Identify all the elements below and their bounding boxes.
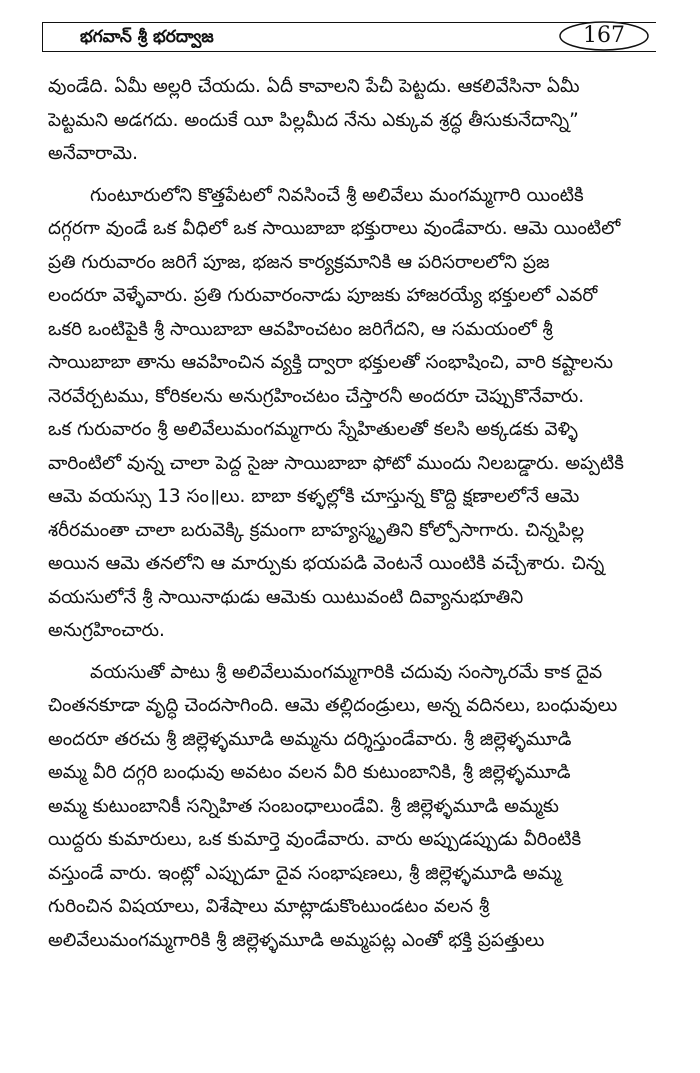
text-line: అందరూ తరచు శ్రీ జిల్లెళ్ళమూడి అమ్మను దర్శిస్తుండేవారు. శ్రీ జిల్లెళ్ళమూడి: [48, 728, 572, 750]
text-line: దగ్గరగా వుండే ఒక వీధిలో ఒక సాయిబాబా భక్తురాలు వుండేవారు. ఆమె యింటిలో: [48, 218, 621, 239]
page-body: [48, 70, 658, 957]
text-line: అమ్మ వీరి దగ్గరి బంధువు అవటం వలన వీరి కుటుంబానికి, శ్రీ జిల్లెళ్ళమూడి: [48, 762, 571, 783]
header-left-rule: [42, 22, 43, 52]
text-line: అనేవారామె.: [48, 143, 138, 164]
text-line: శరీరమంతా చాలా బరువెక్కి క్రమంగా బాహ్యస్మృతిని కోల్పోసాగారు. చిన్నపిల్ల: [48, 519, 585, 541]
text-line: వుండేది. ఏమీ అల్లరి చేయదు. ఏదీ కావాలని పేచీ పెట్టదు. ఆకలివేసినా ఏమీ: [48, 76, 580, 97]
page-number: 167: [583, 23, 625, 48]
text-line: వస్తుండే వారు. ఇంట్లో ఎప్పుడూ దైవ సంభాషణలు, శ్రీ జిల్లెళ్ళమూడి అమ్మ: [48, 862, 562, 884]
text-line: ఒకరి ఒంటిపైకి శ్రీ సాయిబాబా ఆవహించటం జరిగేదని, ఆ సమయంలో శ్రీ: [48, 318, 553, 340]
text-line: వయసుతో పాటు శ్రీ అలివేలుమంగమ్మగారికి చదువు సంస్కారమే కాక దైవ: [90, 661, 603, 683]
text-line: అనుగ్రహించారు.: [48, 620, 165, 641]
text-line: లందరూ వెళ్ళేవారు. ప్రతి గురువారంనాడు పూజకు హాజరయ్యే భక్తులలో ఎవరో: [48, 285, 598, 306]
text-line: పెట్టమని అడగదు. అందుకే యీ పిల్లమీద నేను ఎక్కువ శ్రద్ధ తీసుకునేదాన్ని”: [48, 109, 579, 131]
text-line: ఒక గురువారం శ్రీ అలివేలుమంగమ్మగారు స్నేహితులతో కలసి అక్కడకు వెళ్ళి: [48, 419, 578, 440]
text-line: గుంటూరులోని కొత్తపేటలో నివసించే శ్రీ అలివేలు మంగమ్మగారి యింటికి: [90, 184, 584, 206]
text-line: ఆమె వయస్సు 13 సం॥లు. బాబా కళ్ళల్లోకి చూస్తున్న కొద్ది క్షణాలలోనే ఆమె: [48, 486, 580, 507]
text-line: అలివేలుమంగమ్మగారికి శ్రీ జిల్లెళ్ళమూడి అమ్మపట్ల ఎంతో భక్తి ప్రపత్తులు: [48, 929, 545, 951]
text-line: యిద్దరు కుమారులు, ఒక కుమార్తె వుండేవారు. వారు అప్పుడప్పుడు వీరింటికి: [48, 829, 582, 850]
text-line: సాయిబాబా తాను ఆవహించిన వ్యక్తి ద్వారా భక్తులతో సంభాషించి, వారి కష్టాలను: [48, 352, 614, 373]
paragraph-devotion: [48, 656, 658, 958]
running-header: [42, 22, 656, 52]
text-line: వయసులోనే శ్రీ సాయినాథుడు ఆమెకు యిటువంటి దివ్యానుభూతిని: [48, 586, 524, 608]
paragraph-continuation: [48, 70, 658, 171]
text-line: వారింటిలో వున్న చాలా పెద్ద సైజు సాయిబాబా ఫోటో ముందు నిలబడ్డారు. అప్పటికి: [48, 452, 624, 474]
text-line: నెరవేర్చటము, కోరికలను అనుగ్రహించటం చేస్తారనీ అందరూ చెప్పుకొనేవారు.: [48, 385, 585, 407]
text-line: గురించిన విషయాలు, విశేషాలు మాట్లాడుకొంటుండటం వలన శ్రీ: [48, 896, 490, 917]
text-line: చింతనకూడా వృద్ధి చెందసాగింది. ఆమె తల్లిదండ్రులు, అన్న వదినలు, బంధువులు: [48, 695, 618, 716]
text-line: అమ్మ కుటుంబానికీ సన్నిహిత సంబంధాలుండేవి. శ్రీ జిల్లెళ్ళమూడి అమ్మకు: [48, 795, 559, 817]
paragraph-guntur: [48, 179, 658, 648]
text-line: ప్రతి గురువారం జరిగే పూజ, భజన కార్యక్రమానికి ఆ పరిసరాలలోని ప్రజ: [48, 251, 550, 273]
book-title: భగవాన్ శ్రీ భరద్వాజ: [80, 27, 214, 47]
text-line: అయిన ఆమె తనలోని ఆ మార్పుకు భయపడి వెంటనే యింటికి వచ్చేశారు. చిన్న: [48, 553, 605, 574]
page-number-badge: [554, 16, 654, 56]
